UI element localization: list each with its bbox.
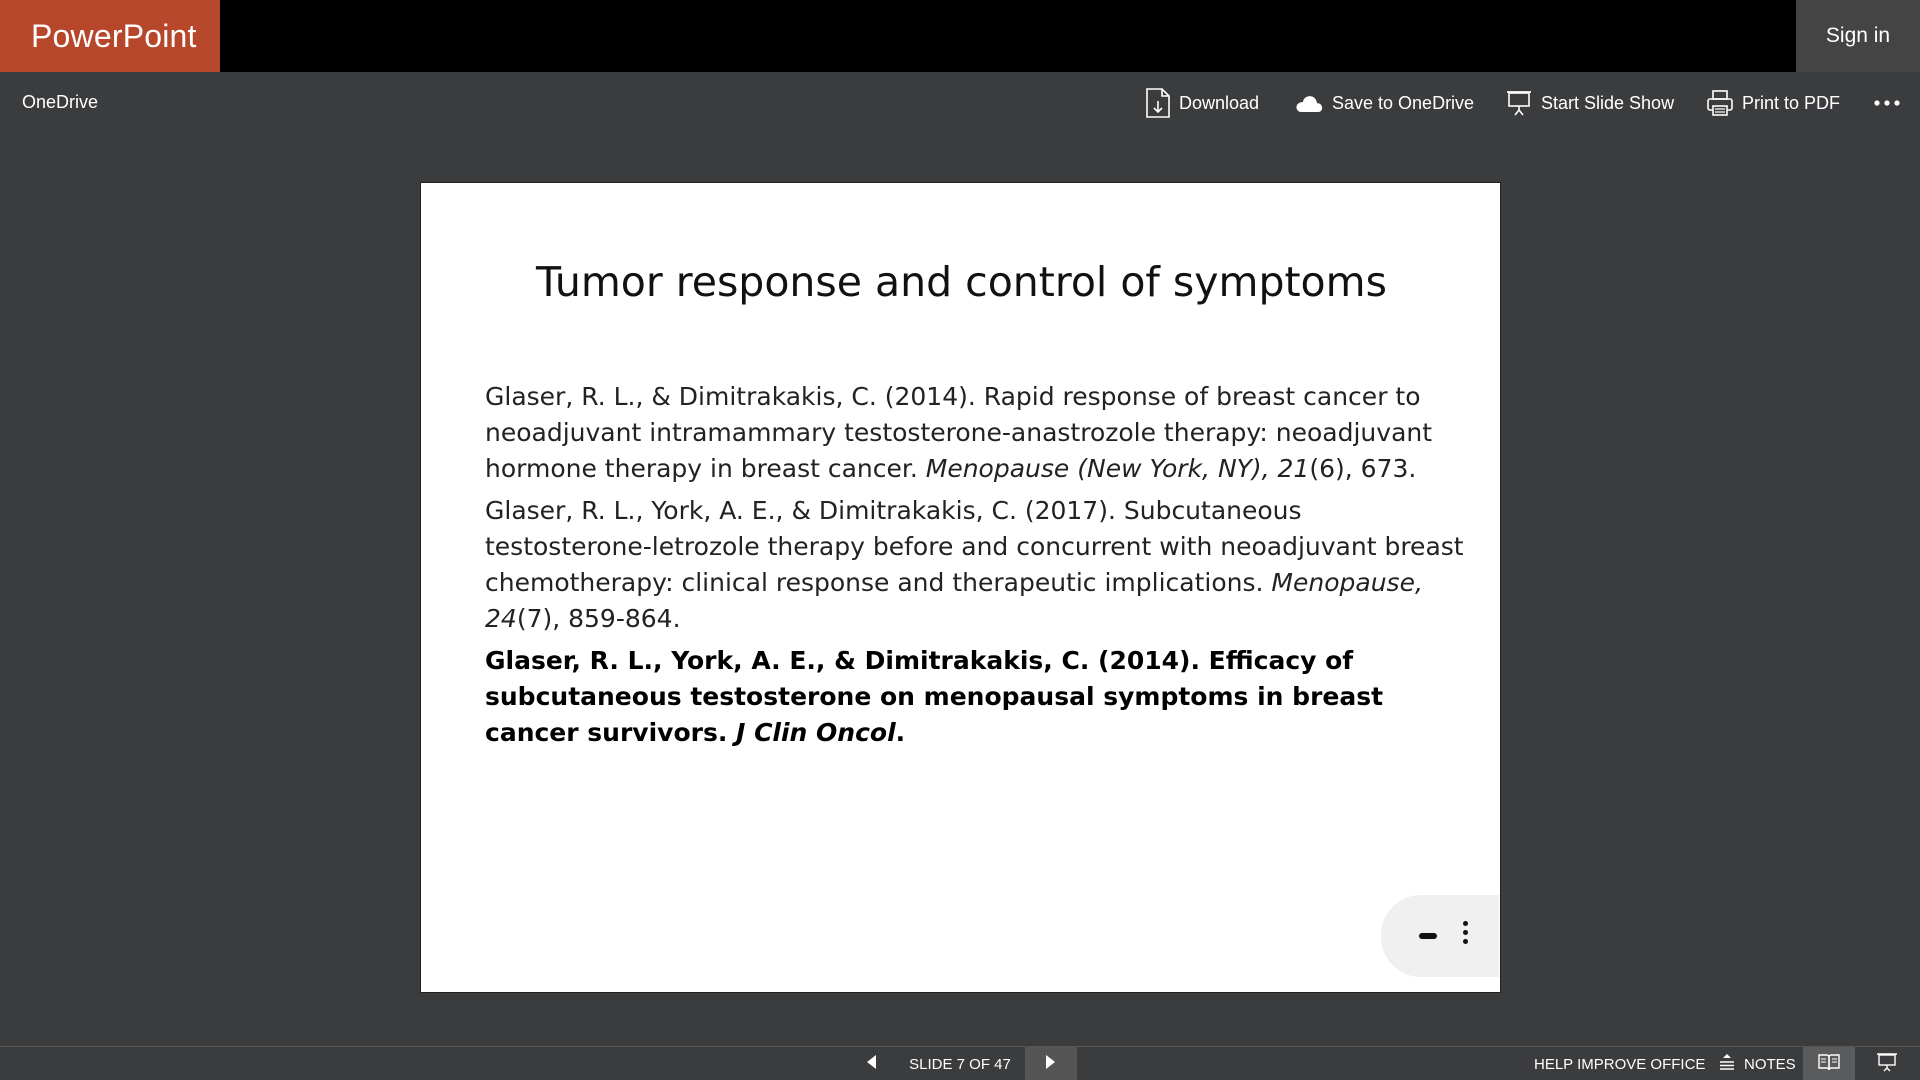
slide-counter: SLIDE 7 OF 47 [909, 1055, 1011, 1073]
reference-journal: J Clin Oncol [736, 718, 896, 747]
print-to-pdf-button[interactable] [1706, 86, 1840, 120]
printer-icon [1706, 89, 1734, 117]
reference-issue: (7), 859-864. [516, 604, 681, 633]
floating-toolbar [1381, 895, 1499, 977]
save-to-onedrive-label: Save to OneDrive [1332, 92, 1475, 113]
reference-list [485, 379, 1465, 757]
cloud-icon [1294, 92, 1324, 114]
reference-journal: Menopause, 24 [485, 568, 1423, 633]
app-brand[interactable]: PowerPoint [0, 0, 220, 72]
command-bar [0, 72, 1920, 134]
status-bar [0, 1046, 1920, 1080]
reference-issue: (6), 673. [1309, 454, 1417, 483]
more-options-button[interactable] [1870, 86, 1904, 120]
notes-label: NOTES [1744, 1055, 1796, 1073]
print-to-pdf-label: Print to PDF [1742, 92, 1841, 113]
presentation-icon [1505, 89, 1533, 117]
start-slide-show-button[interactable] [1505, 86, 1674, 120]
vertical-ellipsis-icon[interactable] [1461, 921, 1469, 951]
reference-issue: . [895, 718, 906, 747]
triangle-right-icon [1045, 1054, 1057, 1075]
reading-view-button[interactable] [1803, 1047, 1855, 1080]
download-button[interactable] [1145, 86, 1259, 120]
download-label: Download [1179, 92, 1260, 113]
onedrive-breadcrumb[interactable]: OneDrive [22, 92, 99, 112]
reference-text: Glaser, R. L., York, A. E., & Dimitrakakis, C. (2014). Efficacy of subcutaneous testosterone on menopausal symptoms in breast cancer survivors. [485, 646, 1384, 747]
download-icon [1145, 87, 1171, 119]
reference-text: Glaser, R. L., York, A. E., & Dimitrakakis, C. (2017). Subcutaneous testosterone-letrozole therapy before and concurrent with neoadjuvant breast chemotherapy: clinical response and therapeutic implications. [485, 496, 1464, 597]
next-slide-button[interactable] [1025, 1047, 1077, 1080]
slide-canvas [420, 182, 1501, 993]
minus-icon[interactable] [1419, 933, 1437, 939]
reference-journal: Menopause (New York, NY), 21 [925, 454, 1310, 483]
reference-item [485, 493, 1465, 637]
top-bar [0, 0, 1920, 72]
notes-button[interactable] [1718, 1047, 1796, 1080]
previous-slide-button[interactable] [856, 1047, 886, 1080]
slide-title: Tumor response and control of symptoms [536, 258, 1387, 306]
presentation-icon [1876, 1052, 1898, 1077]
notes-icon [1718, 1053, 1736, 1075]
sign-in-button[interactable]: Sign in [1796, 0, 1920, 72]
reference-text: Glaser, R. L., & Dimitrakakis, C. (2014). Rapid response of breast cancer to neoadjuvant intramammary testosterone-anastrozole therapy: neoadjuvant hormone therapy in breast cancer. [485, 382, 1433, 483]
reference-item-highlighted [485, 643, 1465, 751]
help-improve-office-link[interactable]: HELP IMPROVE OFFICE [1534, 1055, 1706, 1073]
book-icon [1818, 1053, 1840, 1076]
slide-show-view-button[interactable] [1862, 1047, 1912, 1080]
reference-item [485, 379, 1465, 487]
ellipsis-icon [1873, 94, 1901, 112]
save-to-onedrive-button[interactable] [1294, 86, 1474, 120]
start-slide-show-label: Start Slide Show [1541, 92, 1675, 113]
triangle-left-icon [865, 1054, 877, 1075]
